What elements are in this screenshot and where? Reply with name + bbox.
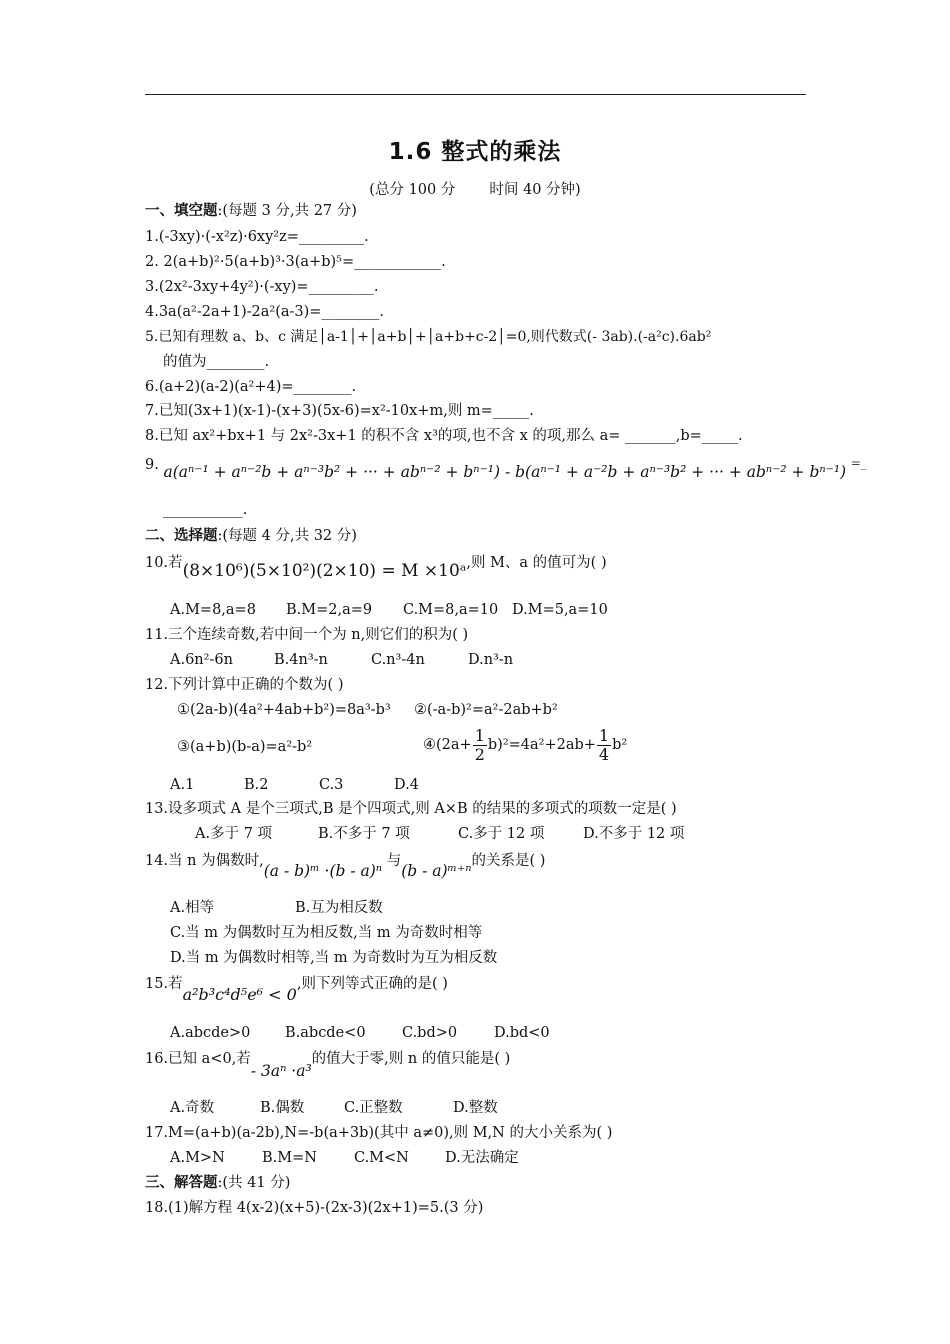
- option-a: A.6n²-6n: [170, 652, 233, 668]
- option-c: C.n³-4n: [371, 652, 425, 668]
- option-c: C.bd>0: [402, 1025, 458, 1041]
- option-a: A.M=8,a=8: [170, 602, 256, 618]
- option-d: D.n³-n: [468, 652, 514, 668]
- question-tail: 的关系是( ): [471, 853, 546, 869]
- option-a: A.奇数: [170, 1100, 215, 1116]
- option-a: A.abcde>0: [170, 1025, 251, 1041]
- section-solutions: [145, 1173, 290, 1193]
- question-14-option-a: [170, 898, 383, 918]
- option-a: A.相等: [170, 900, 215, 916]
- equals-sign: =_: [850, 456, 867, 470]
- question-stem: 14.当 n 为偶数时,: [145, 853, 264, 869]
- question-10: [145, 552, 607, 581]
- option-d: D.bd<0: [494, 1025, 550, 1041]
- total-score: (总分 100 分: [369, 182, 456, 198]
- question-12-options: [170, 775, 419, 795]
- question-14: [145, 850, 546, 880]
- statement-4: [423, 722, 627, 768]
- question-12: 12.下列计算中正确的个数为( ): [145, 677, 344, 693]
- question-connector: 与: [386, 853, 402, 869]
- question-11-options: [170, 650, 513, 670]
- option-b: B.M=2,a=9: [286, 602, 373, 618]
- question-13: 13.设多项式 A 是个三项式,B 是个四项式,则 A×B 的结果的多项式的项数一定是( ): [145, 801, 677, 817]
- question-1: 1.(-3xy)·(-x²z)·6xy²z=_________.: [145, 229, 369, 245]
- option-b: B.偶数: [260, 1100, 305, 1116]
- section-note: :(每题 3 分,共 27 分): [217, 203, 357, 219]
- option-b: B.互为相反数: [295, 900, 383, 916]
- question-18: 18.(1)解方程 4(x-2)(x+5)-(2x-3)(2x+1)=5.(3 分): [145, 1200, 484, 1216]
- denominator: 2: [474, 744, 485, 764]
- option-a: A.M>N: [170, 1150, 225, 1166]
- math-expression: a²b³c⁴d⁵e⁶ < 0: [182, 985, 297, 1004]
- section-heading: 一、填空题: [145, 203, 218, 219]
- numerator: 1: [598, 725, 610, 745]
- math-expression: a(aⁿ⁻¹ + aⁿ⁻²b + aⁿ⁻³b² + ··· + abⁿ⁻² + bⁿ⁻¹) - b(aⁿ⁻¹ + a⁻²b + aⁿ⁻³b² + ··· + abⁿ⁻² + bⁿ⁻¹): [163, 463, 847, 481]
- question-3: 3.(2x²-3xy+4y²)·(-xy)=_________.: [145, 279, 379, 295]
- math-expression: (b - a)ᵐ⁺ⁿ: [401, 862, 472, 880]
- section-multiple-choice: [145, 526, 357, 546]
- question-5-continued: 的值为________.: [163, 354, 270, 370]
- fraction-one-quarter: [597, 727, 611, 764]
- option-b: B.2: [244, 777, 269, 793]
- option-d: D.无法确定: [445, 1150, 519, 1166]
- option-c: C.M=8,a=10: [403, 602, 499, 618]
- subtitle: [0, 178, 950, 199]
- option-a: A.多于 7 项: [195, 826, 273, 842]
- section-note: :(共 41 分): [217, 1175, 291, 1191]
- statement-2: ②(-a-b)²=a²-2ab+b²: [414, 702, 558, 718]
- question-number: 9.: [145, 457, 159, 473]
- option-b: B.不多于 7 项: [318, 826, 410, 842]
- question-9: [145, 454, 867, 481]
- question-2: 2. 2(a+b)²·5(a+b)³·3(a+b)⁵=____________.: [145, 254, 446, 270]
- question-15: [145, 973, 448, 1004]
- option-b: B.M=N: [262, 1150, 317, 1166]
- option-d: D.4: [394, 777, 419, 793]
- question-13-options: [195, 824, 684, 844]
- math-expression: (a - b)ᵐ ·(b - a)ⁿ: [263, 862, 383, 880]
- statement-3: ③(a+b)(b-a)=a²-b²: [177, 739, 313, 755]
- option-b: B.4n³-n: [274, 652, 328, 668]
- question-7: 7.已知(3x+1)(x-1)-(x+3)(5x-6)=x²-10x+m,则 m=_____.: [145, 403, 534, 419]
- question-tail: ,则下列等式正确的是( ): [296, 976, 448, 992]
- section-fill-in: [145, 201, 357, 221]
- time-limit: 时间 40 分钟): [489, 182, 581, 198]
- statement-4-part: b²: [612, 737, 628, 753]
- question-5: 5.已知有理数 a、b、c 满足│a-1│+│a+b│+│a+b+c-2│=0,则代数式(- 3ab).(-a²c).6ab²: [145, 329, 712, 345]
- question-16: [145, 1048, 511, 1080]
- question-tail: ,则 M、a 的值可为( ): [466, 555, 607, 571]
- denominator: 4: [598, 744, 610, 764]
- option-c: C.多于 12 项: [458, 826, 545, 842]
- question-10-options: [170, 600, 608, 620]
- question-16-options: [170, 1098, 498, 1118]
- statement-4-part: b)²=4a²+2ab+: [487, 737, 596, 753]
- question-17-options: [170, 1148, 519, 1168]
- option-c: C.M<N: [354, 1150, 409, 1166]
- numerator: 1: [474, 725, 485, 745]
- section-heading: 二、选择题: [145, 528, 218, 544]
- section-heading: 三、解答题: [145, 1175, 218, 1191]
- math-expression: - 3aⁿ ·a³: [250, 1062, 312, 1080]
- question-stem: 15.若: [145, 976, 183, 992]
- option-c: C.当 m 为偶数时互为相反数,当 m 为奇数时相等: [170, 925, 483, 941]
- question-4: 4.3a(a²-2a+1)-2a²(a-3)=________.: [145, 304, 385, 320]
- question-9-blank: ___________.: [163, 502, 248, 518]
- section-note: :(每题 4 分,共 32 分): [217, 528, 357, 544]
- option-d: D.整数: [453, 1100, 498, 1116]
- option-d: D.M=5,a=10: [512, 602, 608, 618]
- option-c: C.正整数: [344, 1100, 403, 1116]
- question-17: 17.M=(a+b)(a-2b),N=-b(a+3b)(其中 a≠0),则 M,N 的大小关系为( ): [145, 1125, 613, 1141]
- top-rule: [145, 94, 806, 95]
- statement-1: ①(2a-b)(4a²+4ab+b²)=8a³-b³: [177, 702, 391, 718]
- question-6: 6.(a+2)(a-2)(a²+4)=________.: [145, 379, 357, 395]
- question-15-options: [170, 1023, 550, 1043]
- fraction-one-half: [473, 727, 487, 764]
- question-11: 11.三个连续奇数,若中间一个为 n,则它们的积为( ): [145, 627, 469, 643]
- question-tail: 的值大于零,则 n 的值只能是( ): [311, 1051, 511, 1067]
- page-title: 1.6 整式的乘法: [388, 139, 562, 165]
- question-8: 8.已知 ax²+bx+1 与 2x²-3x+1 的积不含 x³的项,也不含 x 的项,那么 a= _______,b=_____.: [145, 428, 743, 444]
- option-a: A.1: [170, 777, 195, 793]
- math-expression: (8×10⁶)(5×10²)(2×10) = M ×10ᵃ: [182, 561, 467, 581]
- option-d: D.不多于 12 项: [583, 826, 685, 842]
- option-b: B.abcde<0: [285, 1025, 366, 1041]
- option-c: C.3: [319, 777, 344, 793]
- question-stem: 16.已知 a<0,若: [145, 1051, 251, 1067]
- statement-4-part: ④(2a+: [423, 737, 472, 753]
- question-stem: 10.若: [145, 555, 183, 571]
- option-d: D.当 m 为偶数时相等,当 m 为奇数时为互为相反数: [170, 950, 498, 966]
